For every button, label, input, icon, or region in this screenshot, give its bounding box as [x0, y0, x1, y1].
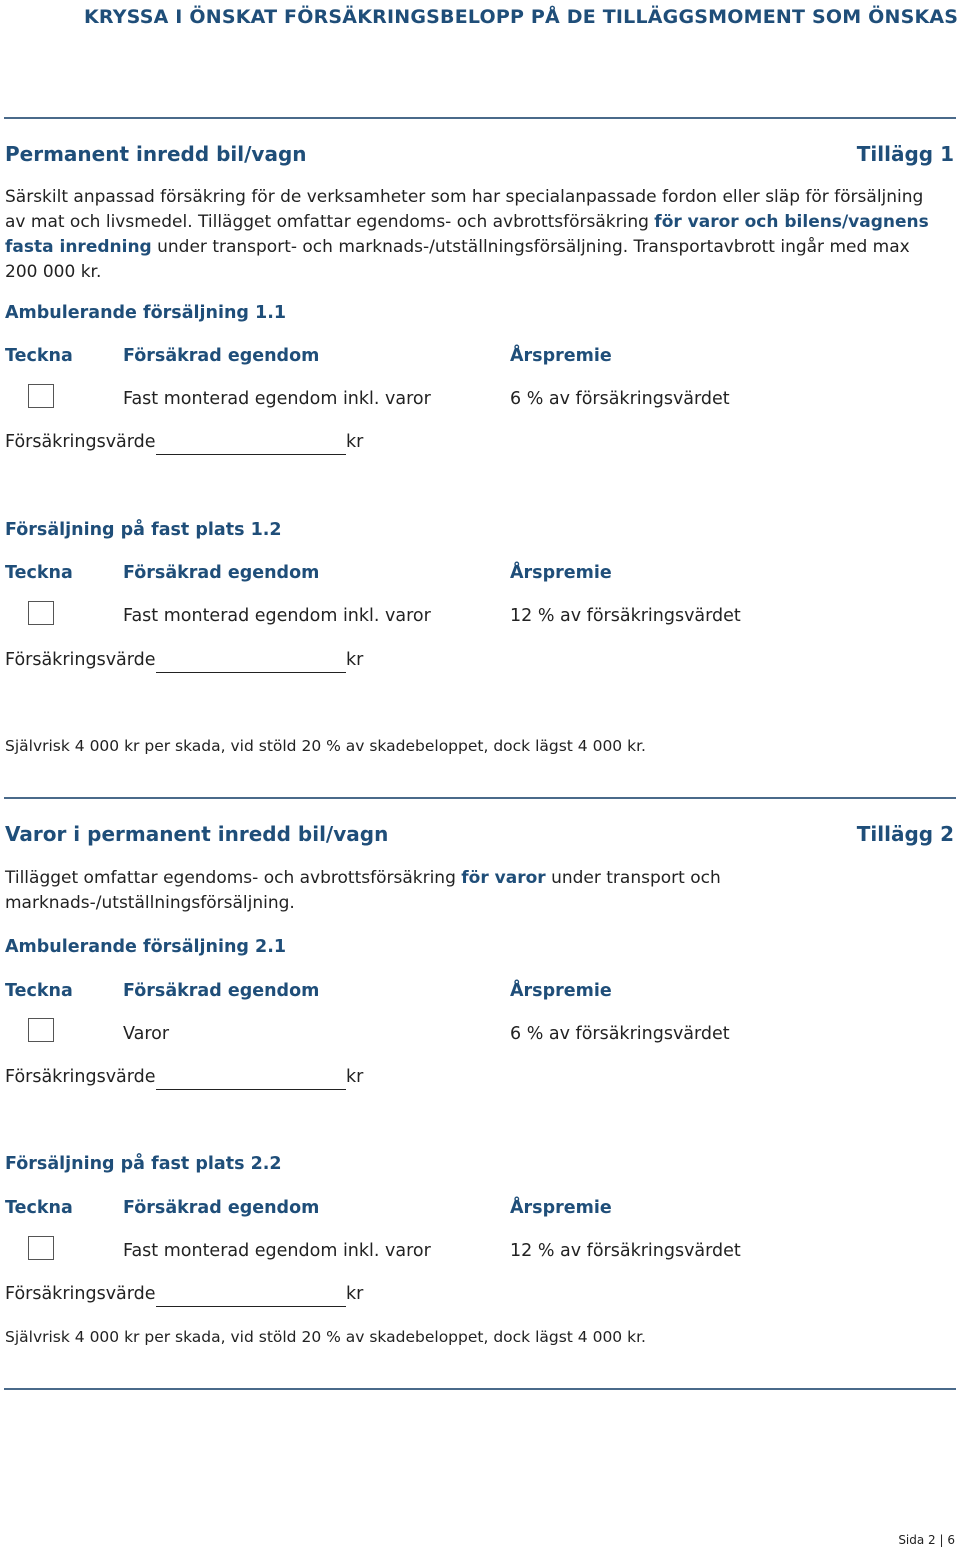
premie-value: 6 % av försäkringsvärdet [510, 1024, 730, 1044]
forsakringsvarde-label: Försäkringsvärde [5, 1067, 156, 1087]
teckna-checkbox[interactable] [28, 1236, 54, 1260]
forsakringsvarde-label: Försäkringsvärde [5, 1284, 156, 1304]
col-header-teckna: Teckna [5, 346, 73, 366]
kr-label: kr [346, 1284, 364, 1304]
subsection-heading: Försäljning på fast plats 1.2 [5, 520, 282, 540]
subsection-heading: Ambulerande försäljning 1.1 [5, 303, 287, 323]
kr-label: kr [346, 432, 364, 452]
egendom-value: Varor [123, 1024, 170, 1044]
col-header-egendom: Försäkrad egendom [123, 981, 320, 1001]
teckna-checkbox[interactable] [28, 601, 54, 625]
section-divider [4, 797, 956, 799]
section1-tag: Tillägg 1 [856, 142, 954, 166]
forsakringsvarde-input[interactable] [156, 1089, 346, 1090]
subsection-heading: Ambulerande försäljning 2.1 [5, 937, 287, 957]
col-header-egendom: Försäkrad egendom [123, 563, 320, 583]
desc-highlight: för varor och bilens/vagnens fasta inredning [5, 212, 929, 257]
section-divider [4, 117, 956, 119]
forsakringsvarde-label: Försäkringsvärde [5, 650, 156, 670]
col-header-teckna: Teckna [5, 563, 73, 583]
col-header-egendom: Försäkrad egendom [123, 346, 320, 366]
sjalvrisk-note: Självrisk 4 000 kr per skada, vid stöld 20 % av skadebeloppet, dock lägst 4 000 kr. [5, 737, 646, 755]
egendom-value: Fast monterad egendom inkl. varor [123, 389, 431, 409]
col-header-teckna: Teckna [5, 981, 73, 1001]
subsection-heading: Försäljning på fast plats 2.2 [5, 1154, 282, 1174]
desc-text: Tillägget omfattar egendoms- och avbrottsförsäkring [5, 868, 462, 888]
page-title: KRYSSA I ÖNSKAT FÖRSÄKRINGSBELOPP PÅ DE TILLÄGGSMOMENT SOM ÖNSKAS [84, 6, 959, 28]
forsakringsvarde-label: Försäkringsvärde [5, 432, 156, 452]
section2-description [5, 866, 935, 916]
desc-text: Särskilt anpassad försäkring för de verksamheter som har specialanpassade fordon eller släp för försäljning av mat och livsmedel. Tillägget omfattar egendoms- och avbrottsförsäkring [5, 187, 924, 232]
teckna-checkbox[interactable] [28, 1018, 54, 1042]
forsakringsvarde-input[interactable] [156, 672, 346, 673]
sjalvrisk-note: Självrisk 4 000 kr per skada, vid stöld 20 % av skadebeloppet, dock lägst 4 000 kr. [5, 1328, 646, 1346]
section2-tag: Tillägg 2 [856, 822, 954, 846]
col-header-premie: Årspremie [510, 563, 612, 583]
col-header-premie: Årspremie [510, 1198, 612, 1218]
egendom-value: Fast monterad egendom inkl. varor [123, 1241, 431, 1261]
col-header-premie: Årspremie [510, 981, 612, 1001]
teckna-checkbox[interactable] [28, 384, 54, 408]
premie-value: 12 % av försäkringsvärdet [510, 1241, 741, 1261]
section2-heading: Varor i permanent inredd bil/vagn [5, 822, 389, 846]
premie-value: 12 % av försäkringsvärdet [510, 606, 741, 626]
col-header-premie: Årspremie [510, 346, 612, 366]
forsakringsvarde-input[interactable] [156, 1306, 346, 1307]
premie-value: 6 % av försäkringsvärdet [510, 389, 730, 409]
section1-heading: Permanent inredd bil/vagn [5, 142, 307, 166]
kr-label: kr [346, 1067, 364, 1087]
kr-label: kr [346, 650, 364, 670]
page-number: Sida 2 | 6 [898, 1533, 955, 1547]
col-header-teckna: Teckna [5, 1198, 73, 1218]
forsakringsvarde-input[interactable] [156, 454, 346, 455]
section-divider [4, 1388, 956, 1390]
section1-description [5, 185, 935, 285]
desc-text: under transport- och marknads-/utställningsförsäljning. Transportavbrott ingår med max 200 000 kr. [5, 237, 910, 282]
desc-text: under transport och marknads-/utställningsförsäljning. [5, 868, 721, 913]
desc-highlight: för varor [461, 868, 546, 888]
egendom-value: Fast monterad egendom inkl. varor [123, 606, 431, 626]
col-header-egendom: Försäkrad egendom [123, 1198, 320, 1218]
